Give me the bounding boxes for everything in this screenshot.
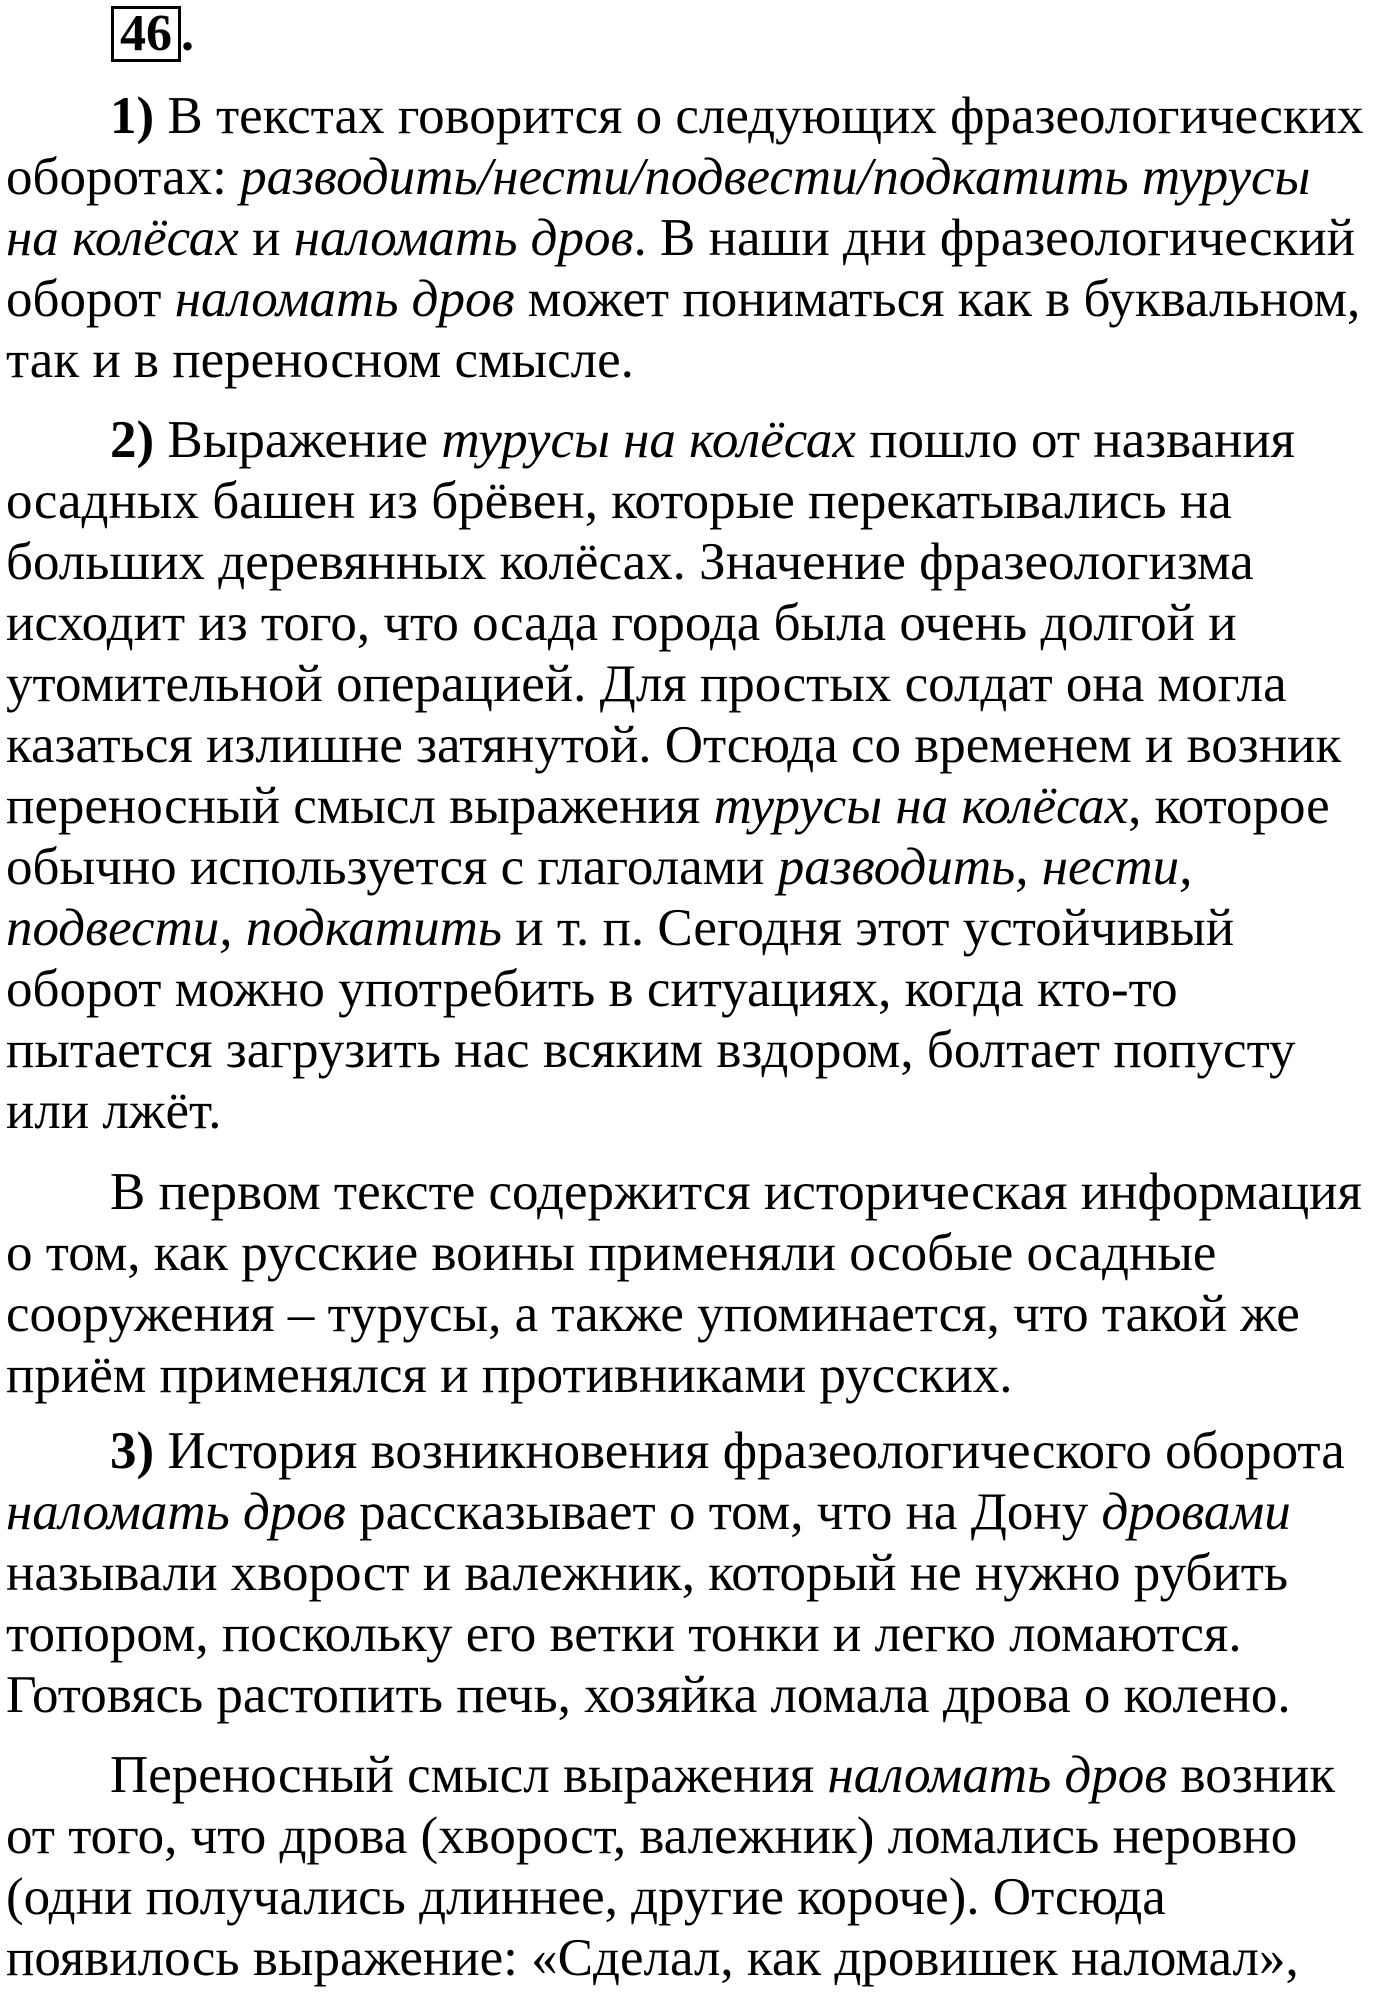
idiom-text: разводить/нести/подвести/подкатить турусы	[240, 148, 1311, 206]
idiom-text: турусы на колёсах	[713, 777, 1129, 835]
text-line	[6, 1020, 1394, 1081]
text-line	[6, 1745, 1394, 1806]
text-span: (одни получались длиннее, другие короче). Отсюда	[6, 1868, 1166, 1926]
text-span: Выражение	[154, 411, 442, 469]
text-line	[6, 1604, 1394, 1665]
text-line	[6, 1421, 1394, 1482]
text-line	[6, 1543, 1394, 1604]
item-label: 1)	[110, 87, 155, 145]
idiom-text: дровами	[1101, 1483, 1291, 1541]
text-span: казаться излишне затянутой. Отсюда со временем и возник	[6, 716, 1342, 774]
task-number-box: 46	[111, 6, 181, 62]
text-line	[6, 1806, 1394, 1867]
text-line	[6, 1081, 1394, 1142]
text-line	[6, 654, 1394, 715]
text-span: В текстах говорится о следующих фразеологических	[154, 87, 1364, 145]
textbook-page	[6, 0, 1394, 2000]
text-span: о том, как русские воины применяли особые осадные	[6, 1224, 1217, 1282]
text-span: осадных башен из брёвен, которые перекатывались на	[6, 472, 1232, 530]
idiom-text: разводить, нести,	[777, 838, 1193, 896]
text-line	[6, 86, 1394, 147]
text-line	[6, 471, 1394, 532]
answer-paragraph-2	[6, 410, 1394, 1142]
text-line	[6, 715, 1394, 776]
idiom-text: на колёсах	[6, 209, 239, 267]
answer-paragraph-3	[6, 1162, 1394, 1406]
text-span: может пониматься как в буквальном,	[514, 270, 1361, 328]
item-label: 2)	[110, 411, 155, 469]
text-span: возник	[1167, 1746, 1336, 1804]
text-span: и т. п. Сегодня этот устойчивый	[502, 899, 1235, 957]
text-span: рассказывает о том, что на Дону	[345, 1483, 1102, 1541]
text-line	[6, 330, 1394, 391]
idiom-text: наломать дров	[174, 270, 515, 328]
text-span: оборот	[6, 270, 175, 328]
text-span: оборот можно употребить в ситуациях, когда кто-то	[6, 960, 1178, 1018]
text-line	[6, 208, 1394, 269]
answer-paragraph-5	[6, 1745, 1394, 1989]
text-span: исходит из того, что осада города была очень долгой и	[6, 594, 1237, 652]
text-span: пошло от названия	[855, 411, 1296, 469]
text-span: В первом тексте содержится историческая информация	[110, 1163, 1362, 1221]
text-line	[6, 1867, 1394, 1928]
text-line	[6, 1482, 1394, 1543]
text-span: топором, поскольку его ветки тонки и легко ломаются.	[6, 1605, 1242, 1663]
text-span: больших деревянных колёсах. Значение фразеологизма	[6, 533, 1254, 591]
task-number	[111, 5, 194, 62]
text-span: переносный смысл выражения	[6, 777, 714, 835]
text-line	[6, 410, 1394, 471]
text-span: называли хворост и валежник, который не нужно рубить	[6, 1544, 1289, 1602]
text-line	[6, 532, 1394, 593]
idiom-text: наломать дров	[827, 1746, 1168, 1804]
answer-paragraph-4	[6, 1421, 1394, 1726]
text-line	[6, 147, 1394, 208]
text-span: сооружения – турусы, а также упоминается, что такой же	[6, 1285, 1300, 1343]
text-line	[6, 1665, 1394, 1726]
text-span: пытается загрузить нас всяким вздором, болтает попусту	[6, 1021, 1296, 1079]
text-span: появилось выражение: «Сделал, как дровишек наломал»,	[6, 1929, 1299, 1987]
idiom-text: наломать дров	[6, 1483, 346, 1541]
item-label: 3)	[110, 1422, 155, 1480]
text-line	[6, 959, 1394, 1020]
text-line	[6, 1928, 1394, 1989]
text-span: обычно используется с глаголами	[6, 838, 778, 896]
text-span: История возникновения фразеологического оборота	[154, 1422, 1345, 1480]
text-line	[6, 1223, 1394, 1284]
text-line	[6, 593, 1394, 654]
text-line	[6, 898, 1394, 959]
text-line	[6, 1284, 1394, 1345]
task-number-dot: .	[181, 5, 194, 62]
text-span: , которое	[1128, 777, 1330, 835]
text-line	[6, 269, 1394, 330]
text-span: утомительной операцией. Для простых солдат она могла	[6, 655, 1287, 713]
text-span: . В наши дни фразеологический	[633, 209, 1356, 267]
idiom-text: турусы на колёсах	[441, 411, 856, 469]
text-line	[6, 837, 1394, 898]
text-span: так и в переносном смысле.	[6, 331, 634, 389]
text-span: Готовясь растопить печь, хозяйка ломала дрова о колено.	[6, 1666, 1291, 1724]
idiom-text: наломать дров	[293, 209, 634, 267]
text-line	[6, 1162, 1394, 1223]
idiom-text: подвести, подкатить	[6, 899, 502, 957]
text-span: от того, что дрова (хворост, валежник) ломались неровно	[6, 1807, 1298, 1865]
answer-paragraph-1	[6, 86, 1394, 391]
text-span: оборотах:	[6, 148, 241, 206]
text-span: Переносный смысл выражения	[110, 1746, 828, 1804]
text-line	[6, 1345, 1394, 1406]
text-span: или лжёт.	[6, 1082, 222, 1140]
text-span: приём применялся и противниками русских.	[6, 1346, 1013, 1404]
text-line	[6, 776, 1394, 837]
text-span: и	[238, 209, 294, 267]
